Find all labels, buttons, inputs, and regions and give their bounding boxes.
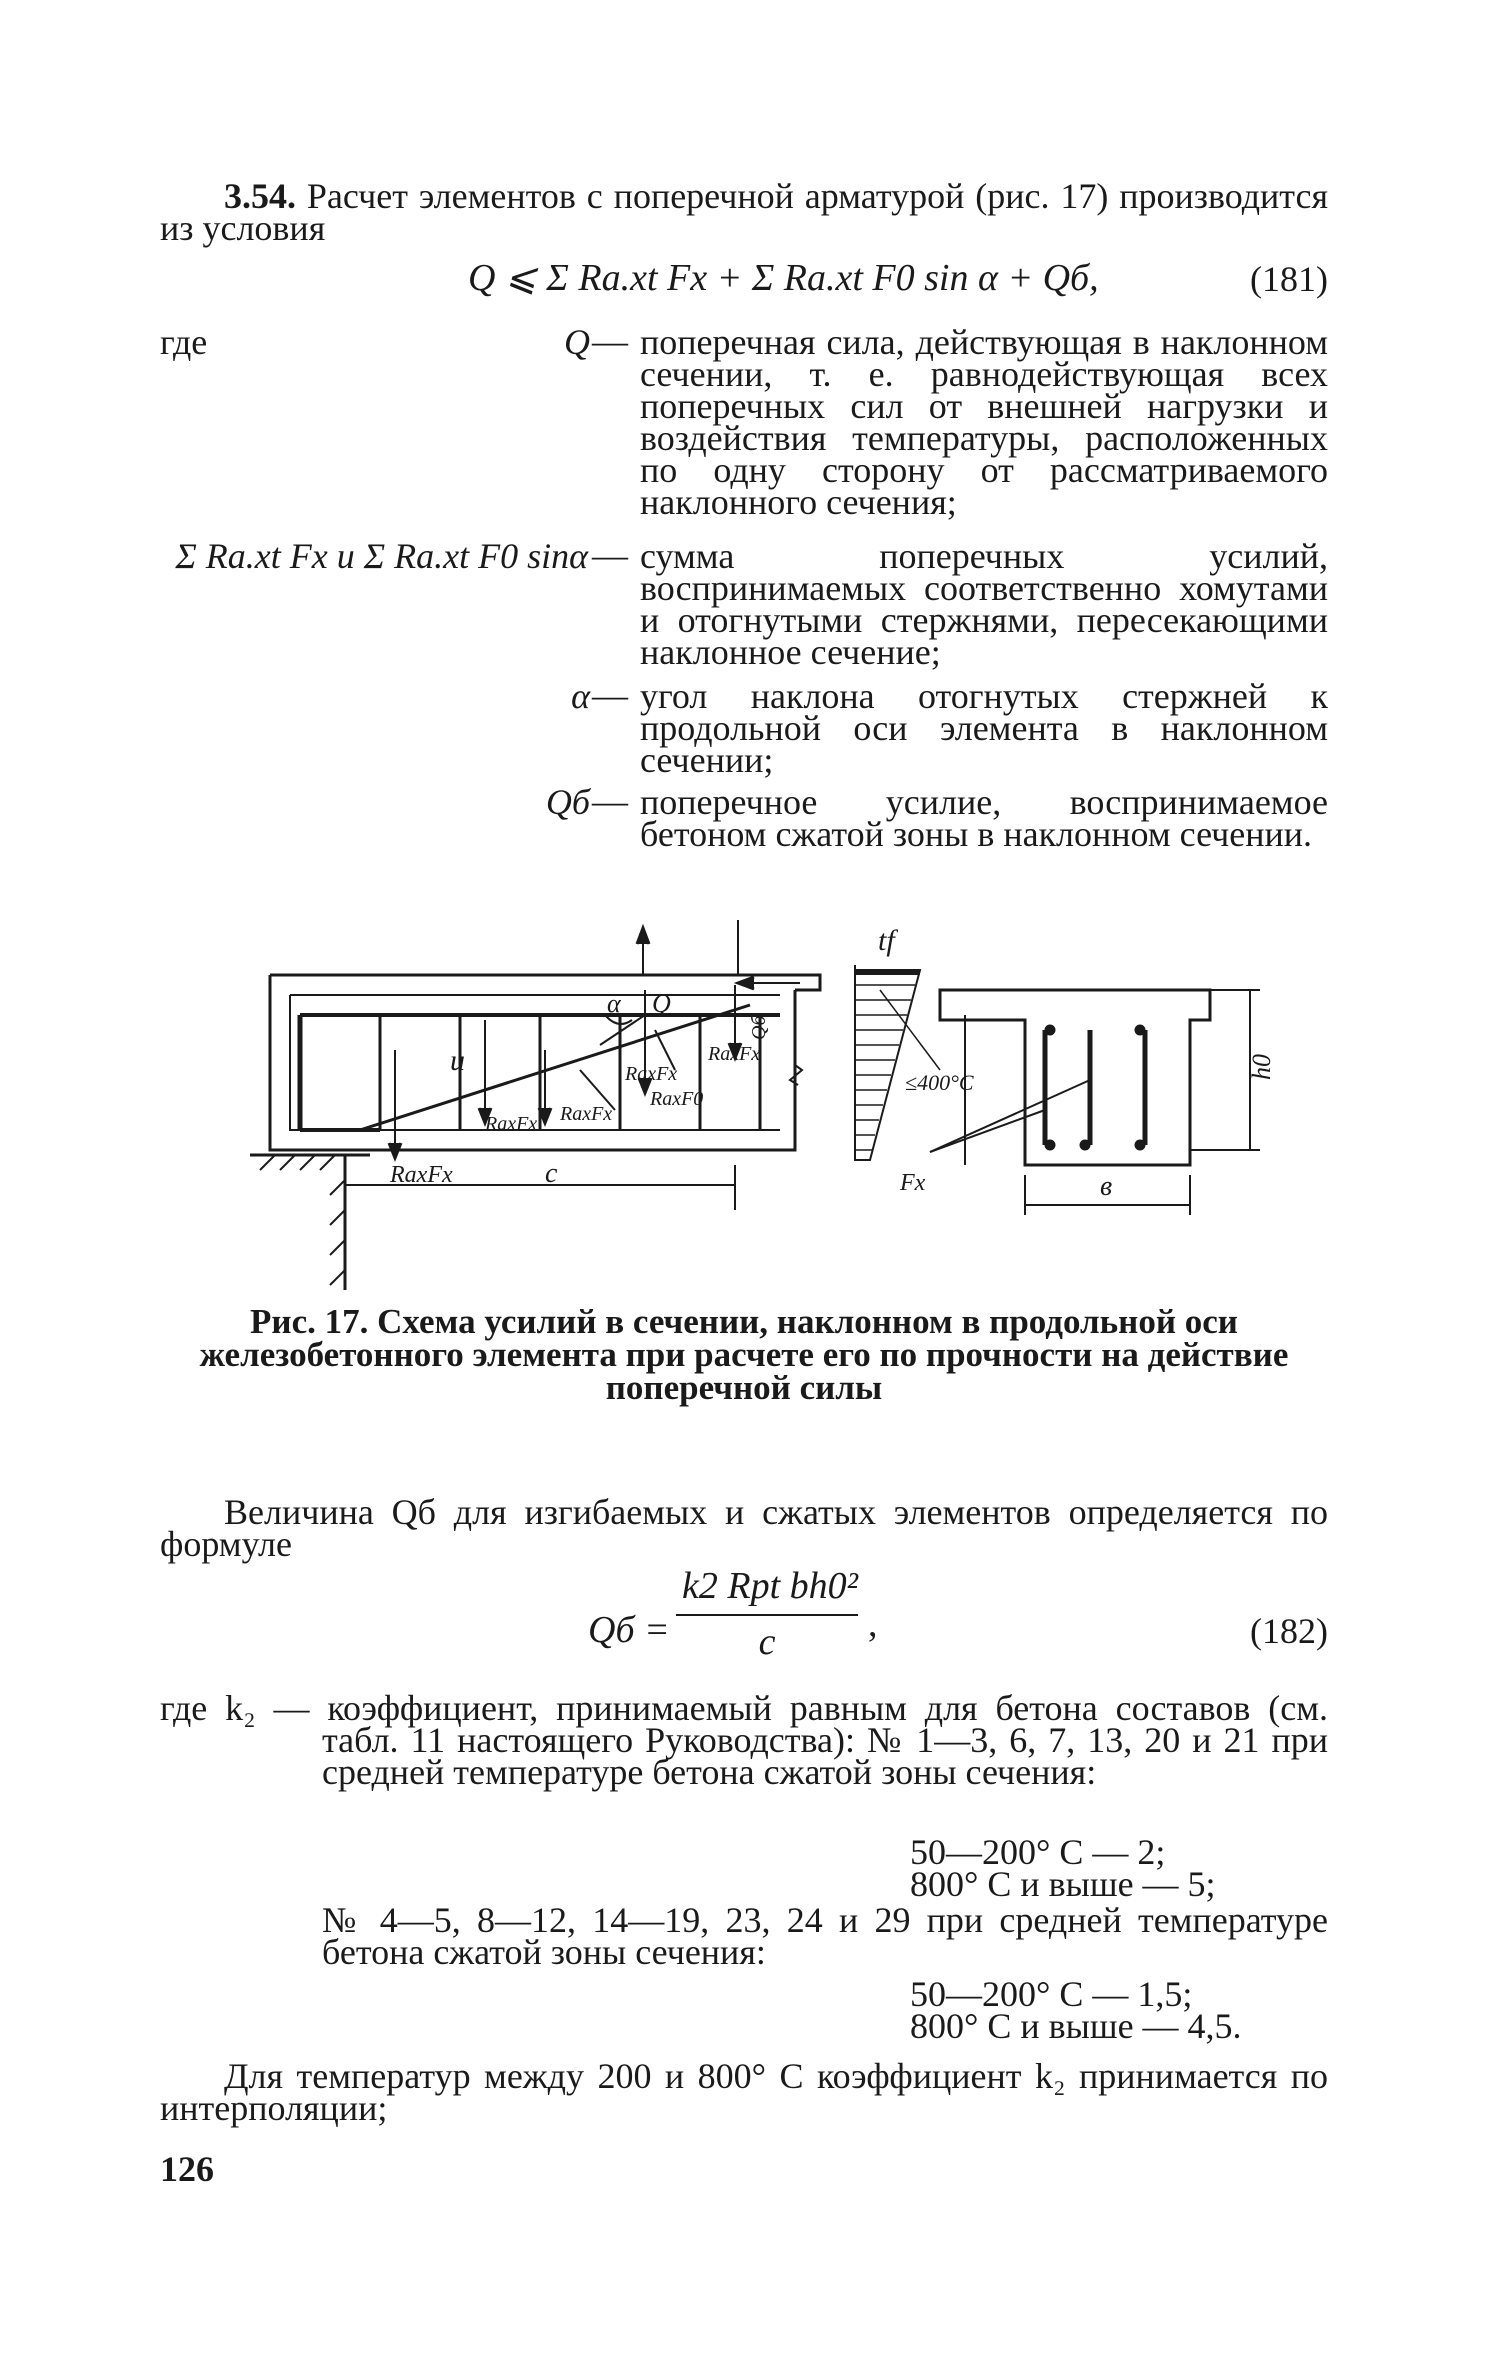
figure-17 (250, 920, 1290, 1300)
def-term-alpha: α (571, 676, 590, 716)
label-qb: Qб (748, 1015, 770, 1040)
def-dash: — (592, 781, 628, 821)
cross-section-outline (940, 990, 1210, 1165)
paragraph-interpolation: Для температур между 200 и 800° С коэффициент k₂ принимается по интерполяции; (160, 2056, 1328, 2128)
label-tf: tf (878, 924, 895, 957)
fraction-bar (676, 1614, 858, 1616)
label-raxfx-1: RaxFx (708, 1043, 761, 1065)
paragraph-qb: Величина Qб для изгибаемых и сжатых элементов определяется по формуле (160, 1492, 1328, 1564)
label-q: Q (652, 989, 671, 1018)
k2-value-1b: 800° С и выше — 5; (910, 1864, 1216, 1904)
def-dash: — (592, 535, 628, 575)
formula-182-numerator: k2 Rpt bh0² (682, 1565, 859, 1607)
temperature-diagram (855, 965, 920, 1160)
k2-value-2a: 50—200° С — 1,5; (910, 1974, 1193, 2014)
def-text-q: поперечная сила, действующая в наклонном сечении, т. е. равнодействующая всех поперечных сил от внешней нагрузки и воздействия температуры, расположенных по одну сторону от рассматриваемого наклонного сечения; (640, 322, 1328, 522)
label-c: c (545, 1158, 558, 1189)
formula-181: Q ⩽ Σ Ra.xt Fx + Σ Ra.xt F0 sin α + Qб, (468, 257, 1099, 299)
k2-value-1a: 50—200° С — 2; (910, 1832, 1166, 1872)
paragraph-3-54 (160, 176, 1329, 248)
formula-182-lhs: Qб = (588, 1609, 670, 1651)
section-number: 3.54. (224, 176, 296, 216)
def-text-alpha: угол наклона отогнутых стержней к продольной оси элемента в наклонном сечении; (640, 676, 1328, 780)
formula-182-number: (182) (1250, 1611, 1328, 1651)
where-label: где (160, 322, 208, 362)
def-text-qb: поперечное усилие, воспринимаемое бетоном сжатой зоны в наклонном сечении. (640, 782, 1328, 854)
label-raxfx-4: RaxFx (625, 1063, 678, 1085)
k2-group-2: № 4—5, 8—12, 14—19, 23, 24 и 29 при средней температуре бетона сжатой зоны сечения: (322, 1900, 1328, 1972)
label-h0: h0 (1247, 1054, 1276, 1080)
formula-182-denominator: c (758, 1621, 776, 1663)
label-raxfx-3: RaxFx (560, 1103, 613, 1125)
label-raxfx-2: RaxFx (485, 1113, 538, 1135)
figure-caption: Рис. 17. Схема усилий в сечении, наклонном в продольной оси железобетонного элемента при расчете его по прочности на действие поперечной силы (199, 1302, 1289, 1407)
formula-181-number: (181) (1250, 259, 1328, 299)
label-u: u (450, 1044, 465, 1077)
page-number: 126 (160, 2149, 214, 2189)
support (250, 1155, 370, 1290)
label-alpha: α (607, 989, 621, 1018)
def-dash: — (592, 675, 628, 715)
paragraph-text: Расчет элементов с поперечной арматурой (рис. 17) производится из условия (160, 176, 1329, 248)
def-term-q: Q (564, 322, 590, 362)
label-b: в (1100, 1171, 1113, 1202)
def-term-sums: Σ Ra.xt Fx и Σ Ra.xt F0 sinα (175, 536, 588, 576)
def-term-qb: Qб (545, 782, 590, 822)
def-text-sums: сумма поперечных усилий, воспринимаемых соответственно хомутами и отогнутыми стержнями, пересекающими наклонное сечение; (640, 536, 1328, 672)
k2-definition: где k₂ — коэффициент, принимаемый равным для бетона составов (см. табл. 11 настоящего Руководства): № 1—3, 6, 7, 13, 20 и 21 при средней температуре бетона сжатой зоны сечения: (160, 1688, 1328, 1792)
label-raxf0: RaxF0 (650, 1088, 704, 1110)
formula-182-comma: , (868, 1603, 878, 1645)
def-dash: — (592, 321, 628, 361)
k2-value-2b: 800° С и выше — 4,5. (910, 2006, 1242, 2046)
label-temp: ≤400°C (905, 1070, 974, 1095)
label-fx: Fx (900, 1170, 926, 1196)
inclined-section-line (360, 1005, 750, 1130)
label-raxfx-bottom: RaxFx (390, 1162, 453, 1188)
